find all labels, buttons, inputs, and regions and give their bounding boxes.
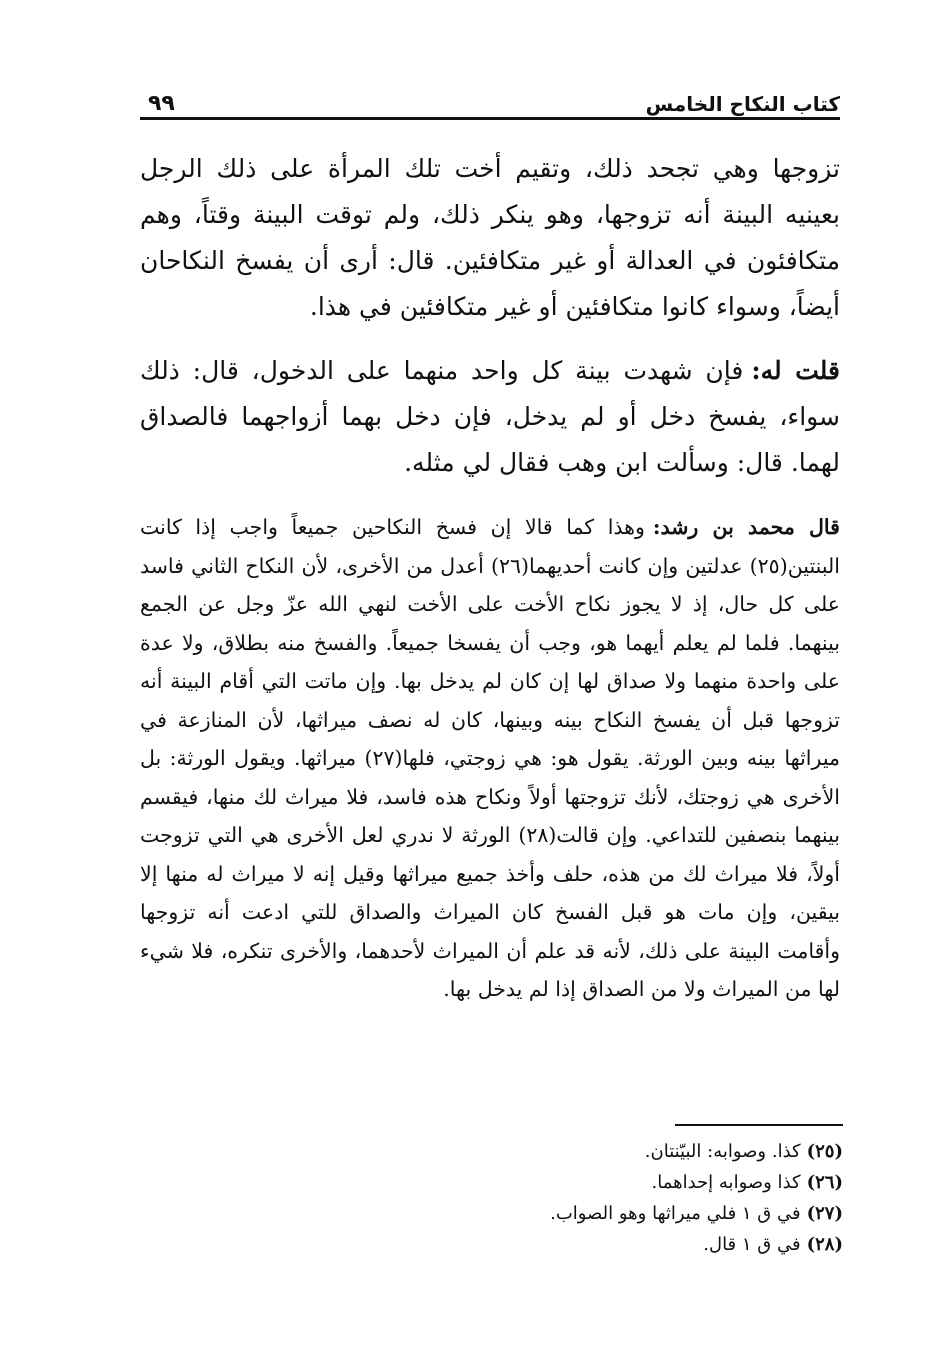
footnote-number: (٢٥) — [806, 1141, 843, 1162]
paragraph-3 — [140, 508, 840, 1009]
paragraph-3-text: وهذا كما قالا إن فسخ النكاحين جميعاً واجب إذا كانت البنتين(٢٥) عدلتين وإن كانت أحديهما(٢٦) أعدل من الأخرى، لأن النكاح الثاني فاسد على كل حال، إذ لا يجوز نكاح الأخت على الأخت لنهي الله عزّ وجل عن الجمع بينهما. فلما لم يعلم أيهما هو، وجب أن يفسخا جميعاً. والفسخ منه بطلاق، ولا عدة على واحدة منهما ولا صداق لها إن كان لم يدخل بها. وإن ماتت التي أقام البينة أنه تزوجها قبل أن يفسخ النكاح بينه وبينها، كان له نصف ميراثها، لأن المنازعة في ميراثها بينه وبين الورثة. يقول هو: هي زوجتي، فلها(٢٧) ميراثها. ويقول الورثة: بل الأخرى هي زوجتك، لأنك تزوجتها أولاً ونكاح هذه فاسد، فلا ميراث لك منها، فيقسم بينهما بنصفين للتداعي. وإن قالت(٢٨) الورثة لا ندري لعل الأخرى هي التي تزوجت أولاً، فلا ميراث لك من هذه، حلف وأخذ جميع ميراثها وقيل إنه لا ميراث له منها إلا بيقين، وإن مات هو قبل الفسخ كان الميراث والصداق للتي ادعت أنه تزوجها وأقامت البينة على ذلك، لأنه قد علم أن الميراث لأحدهما، والأخرى تنكره، فلا شيء لها من الميراث ولا من الصداق إذا لم يدخل بها. — [140, 515, 840, 1001]
footnote-26 — [140, 1167, 843, 1198]
paragraph-2 — [140, 348, 840, 486]
footnote-text: كذا. وصوابه: البيّنتان. — [644, 1141, 801, 1162]
footnote-28 — [140, 1229, 843, 1260]
footnote-number: (٢٧) — [806, 1203, 843, 1224]
paragraph-1 — [140, 146, 840, 330]
footnote-number: (٢٦) — [806, 1172, 843, 1193]
paragraph-1-text: تزوجها وهي تجحد ذلك، وتقيم أخت تلك المرأة على ذلك الرجل بعينيه البينة أنه تزوجها، وهو ينكر ذلك، ولم توقت البينة وقتاً، وهم متكافئون في العدالة أو غير متكافئين. قال: أرى أن يفسخ النكاحان أيضاً، وسواء كانوا متكافئين أو غير متكافئين في هذا. — [140, 154, 840, 321]
footnote-25 — [140, 1136, 843, 1167]
header-rule — [140, 117, 840, 120]
footnotes — [140, 1136, 843, 1260]
footnote-27 — [140, 1198, 843, 1229]
footnote-text: في ق ١ قال. — [703, 1234, 801, 1255]
paragraph-3-lead: قال محمد بن رشد: — [652, 515, 840, 539]
page-number: ٩٩ — [148, 91, 175, 116]
footnote-rule — [675, 1124, 843, 1126]
main-text — [140, 140, 840, 1009]
paragraph-2-text: فإن شهدت بينة كل واحد منهما على الدخول، قال: ذلك سواء، يفسخ دخل أو لم يدخل، فإن دخل بهما أزواجهما فالصداق لهما. قال: وسألت ابن وهب فقال لي مثله. — [140, 356, 840, 477]
paragraph-2-lead: قلت له: — [751, 356, 841, 385]
footnote-number: (٢٨) — [806, 1234, 843, 1255]
running-header — [140, 82, 840, 116]
footnote-text: كذا وصوابه إحداهما. — [651, 1172, 801, 1193]
footnote-text: في ق ١ فلي ميراثها وهو الصواب. — [550, 1203, 801, 1224]
running-title: كتاب النكاح الخامس — [645, 92, 840, 116]
